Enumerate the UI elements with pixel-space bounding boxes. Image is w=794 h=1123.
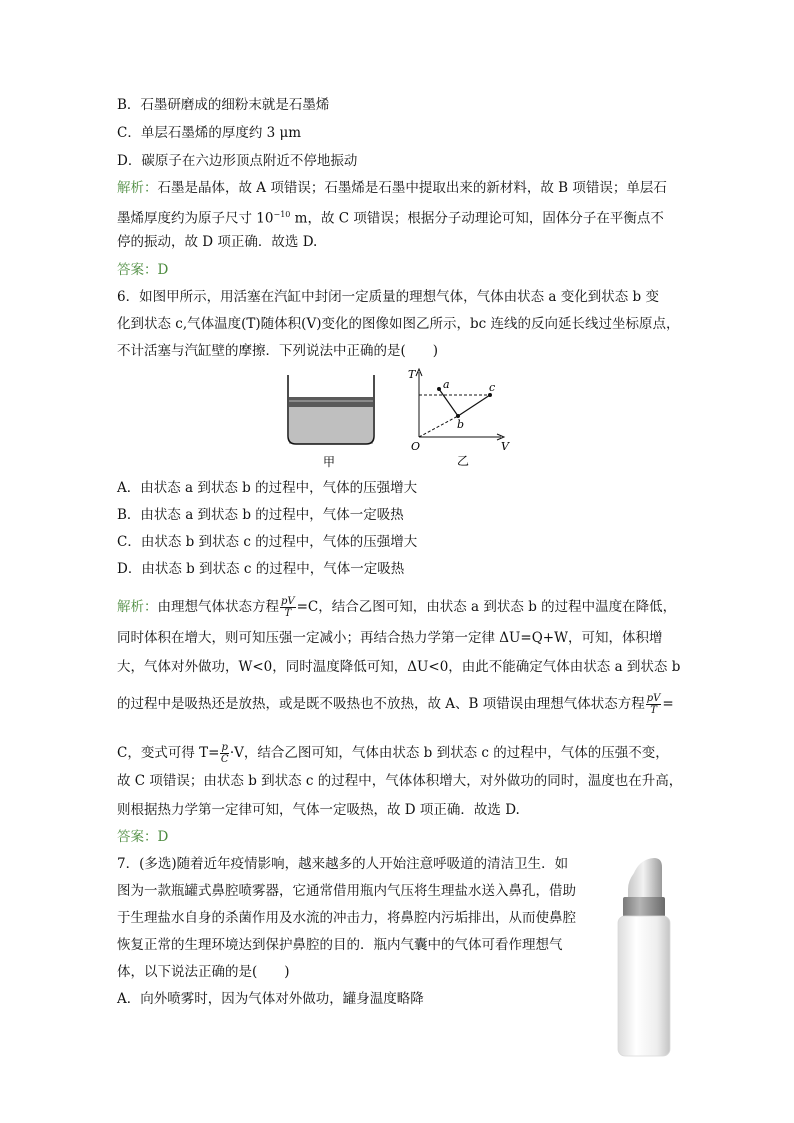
segment-bc bbox=[458, 395, 490, 416]
q6-option-b: B．由状态 a 到状态 b 的过程中，气体一定吸热 bbox=[117, 507, 404, 523]
q6-explanation-line-5: C，变式可得 T= $\frac{p}{C}$ ·V，结合乙图可知，气体由状态 b 到状态 c 的过程中，气体的压强不变， bbox=[117, 742, 669, 765]
q5-option-d: D．碳原子在六边形顶点附近不停地振动 bbox=[117, 153, 358, 169]
q6-explanation-line-3: 大，气体对外做功，W<0，同时温度降低可知，ΔU<0，由此不能确定气体由状态 a 到状态 b bbox=[117, 659, 681, 675]
q5-explanation-line-1: 解析：石墨是晶体，故 A 项错误；石墨烯是石墨中提取出来的新材料，故 B 项错误；单层石 bbox=[117, 180, 667, 196]
q6-explanation-line-6: 故 C 项错误；由状态 b 到状态 c 的过程中，气体体积增大，对外做功的同时，温度也在升高， bbox=[117, 773, 683, 789]
fraction-p-over-c: $\frac{p}{C}$ bbox=[220, 742, 229, 765]
axis-label-t: T bbox=[408, 368, 416, 381]
q6-explanation-line-2: 同时体积在增大，则可知压强一定减小；再结合热力学第一定律 ΔU=Q+W，可知，体积增 bbox=[117, 630, 663, 646]
point-a-label: a bbox=[443, 378, 450, 391]
figure-jia-cylinder bbox=[282, 370, 382, 470]
q7-stem-line-2: 图为一款瓶罐式鼻腔喷雾器，它通常借用瓶内气压将生理盐水送入鼻孔，借助 bbox=[117, 883, 576, 899]
point-a bbox=[437, 387, 441, 391]
piston bbox=[289, 397, 373, 407]
spray-nozzle bbox=[628, 858, 662, 899]
q6-explanation-line-1: 解析：由理想气体状态方程 $\frac{pV}{T}$ =C，结合乙图可知，由状态 a 到状态 b 的过程中温度在降低， bbox=[117, 596, 677, 619]
q7-stem-line-1: 7．(多选)随着近年疫情影响，越来越多的人开始注意呼吸道的清洁卫生．如 bbox=[117, 856, 569, 872]
q6-explanation-line-7: 则根据热力学第一定律可知，气体一定吸热，故 D 项正确．故选 D. bbox=[117, 802, 520, 818]
point-c-label: c bbox=[489, 381, 496, 394]
q5-answer: 答案：D bbox=[117, 262, 169, 278]
fraction-pv-over-t: $\frac{pV}{T}$ bbox=[281, 596, 295, 619]
q6-option-d: D．由状态 b 到状态 c 的过程中，气体一定吸热 bbox=[117, 561, 405, 577]
origin-label: O bbox=[411, 440, 421, 453]
dashed-extension bbox=[419, 416, 458, 437]
q7-stem-line-5: 体，以下说法正确的是( ) bbox=[117, 964, 290, 980]
figure-label-yi: 乙 bbox=[457, 454, 470, 468]
q6-answer: 答案：D bbox=[117, 829, 169, 845]
q5-option-c: C．单层石墨烯的厚度约 3 μm bbox=[117, 125, 302, 141]
q7-option-a: A．向外喷雾时，因为气体对外做功，罐身温度略降 bbox=[117, 991, 424, 1007]
nasal-spray-bottle-image bbox=[604, 855, 674, 1061]
q6-option-a: A．由状态 a 到状态 b 的过程中，气体的压强增大 bbox=[117, 480, 418, 496]
q6-explanation-label: 解析： bbox=[117, 599, 158, 615]
q5-explanation-label: 解析： bbox=[117, 180, 158, 196]
point-b-label: b bbox=[457, 418, 465, 431]
axis-label-v: V bbox=[501, 440, 509, 453]
q7-stem-line-4: 恢复正常的生理环境达到保护鼻腔的目的．瓶内气囊中的气体可看作理想气 bbox=[117, 937, 563, 953]
q6-stem-line-2: 化到状态 c,气体温度(T)随体积(V)变化的图像如图乙所示，bc 连线的反向延长线过坐标原点， bbox=[117, 316, 680, 332]
q5-explanation-line-2: 墨烯厚度约为原子尺寸 $10^{-10}$ m，故 C 项错误；根据分子动理论可知，固体分子在平衡点不 bbox=[117, 210, 664, 227]
segment-ab bbox=[439, 389, 458, 416]
q5-explanation-line-3: 停的振动，故 D 项正确．故选 D. bbox=[117, 234, 318, 250]
q7-stem-line-3: 于生理盐水自身的杀菌作用及水流的冲击力，将鼻腔内污垢排出，从而使鼻腔 bbox=[117, 910, 576, 926]
figure-yi-tv-graph bbox=[405, 364, 515, 470]
bottle-body bbox=[618, 916, 670, 1056]
q5-option-b: B．石墨研磨成的细粉末就是石墨烯 bbox=[117, 97, 330, 113]
fraction-pv-over-t: $\frac{pV}{T}$ bbox=[646, 693, 661, 716]
q6-explanation-line-4: 的过程中是吸热还是放热，或是既不吸热也不放热，故 A、B 项错误由理想气体状态方程 $\frac{pV}{T}$ = bbox=[117, 693, 674, 716]
figure-label-jia: 甲 bbox=[323, 455, 336, 469]
q6-stem-line-3: 不计活塞与汽缸壁的摩擦．下列说法中正确的是( ) bbox=[117, 343, 439, 359]
spray-collar bbox=[623, 897, 665, 917]
q6-option-c: C．由状态 b 到状态 c 的过程中，气体的压强增大 bbox=[117, 534, 418, 550]
gas-region bbox=[289, 407, 373, 444]
q6-stem-line-1: 6．如图甲所示，用活塞在汽缸中封闭一定质量的理想气体，气体由状态 a 变化到状态 b 变 bbox=[117, 289, 659, 305]
